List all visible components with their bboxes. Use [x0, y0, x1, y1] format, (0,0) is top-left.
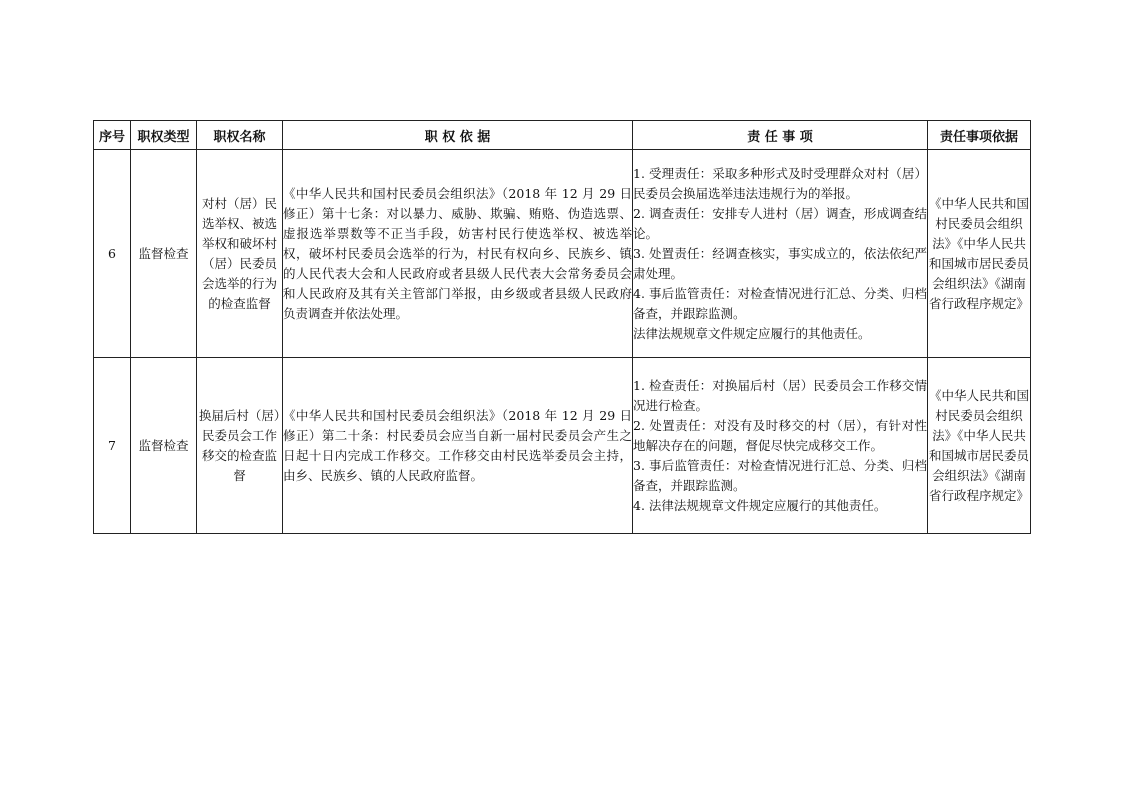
cell-power-name: 换届后村（居）民委员会工作移交的检查监督	[197, 358, 283, 534]
cell-serial-no: 7	[94, 358, 131, 534]
responsibility-item: 法律法规规章文件规定应履行的其他责任。	[633, 325, 871, 341]
cell-responsibilities	[633, 358, 928, 534]
cell-responsibility-basis: 《中华人民共和国村民委员会组织法》《中华人民共和国城市居民委员会组织法》《湖南省行政程序规定》	[928, 358, 1031, 534]
header-power-basis: 职 权 依 据	[283, 121, 633, 150]
responsibility-item: 2. 处置责任：对没有及时移交的村（居），有针对性地解决存在的问题，督促尽快完成移交工作。	[633, 417, 927, 453]
responsibility-item: 1. 受理责任：采取多种形式及时受理群众对村（居）民委员会换届选举违法违规行为的举报。	[633, 165, 927, 201]
cell-responsibilities	[633, 150, 928, 358]
cell-power-type: 监督检查	[131, 150, 197, 358]
table-header-row	[94, 121, 1031, 150]
cell-power-name: 对村（居）民选举权、被选举权和破坏村（居）民委员会选举的行为的检查监督	[197, 150, 283, 358]
table-row	[94, 150, 1031, 358]
responsibility-item: 2. 调查责任：安排专人进村（居）调查，形成调查结论。	[633, 205, 927, 241]
cell-serial-no: 6	[94, 150, 131, 358]
cell-responsibility-basis: 《中华人民共和国村民委员会组织法》《中华人民共和国城市居民委员会组织法》《湖南省行政程序规定》	[928, 150, 1031, 358]
header-serial-no: 序号	[94, 121, 131, 150]
responsibility-item: 3. 事后监管责任：对检查情况进行汇总、分类、归档备查，并跟踪监测。	[633, 457, 927, 493]
header-power-name: 职权名称	[197, 121, 283, 150]
responsibility-item: 4. 法律法规规章文件规定应履行的其他责任。	[633, 497, 887, 513]
power-responsibility-table	[93, 120, 1031, 534]
cell-power-basis: 《中华人民共和国村民委员会组织法》（2018 年 12 月 29 日修正）第二十条：村民委员会应当自新一届村民委员会产生之日起十日内完成工作移交。工作移交由村民选举委员会主持，由乡、民族乡、镇的人民政府监督。	[283, 358, 633, 534]
header-responsibilities: 责 任 事 项	[633, 121, 928, 150]
cell-power-basis: 《中华人民共和国村民委员会组织法》（2018 年 12 月 29 日修正）第十七条：对以暴力、威胁、欺骗、贿赂、伪造选票、虚报选举票数等不正当手段，妨害村民行使选举权、被选举权，破坏村民委员会选举的行为，村民有权向乡、民族乡、镇的人民代表大会和人民政府或者县级人民代表大会常务委员会和人民政府及其有关主管部门举报，由乡级或者县级人民政府负责调查并依法处理。	[283, 150, 633, 358]
header-responsibility-basis: 责任事项依据	[928, 121, 1031, 150]
header-power-type: 职权类型	[131, 121, 197, 150]
cell-power-type: 监督检查	[131, 358, 197, 534]
responsibility-item: 1. 检查责任：对换届后村（居）民委员会工作移交情况进行检查。	[633, 377, 927, 413]
responsibility-item: 3. 处置责任：经调查核实，事实成立的，依法依纪严肃处理。	[633, 245, 927, 281]
responsibility-item: 4. 事后监管责任：对检查情况进行汇总、分类、归档备查，并跟踪监测。	[633, 285, 927, 321]
table-row	[94, 358, 1031, 534]
